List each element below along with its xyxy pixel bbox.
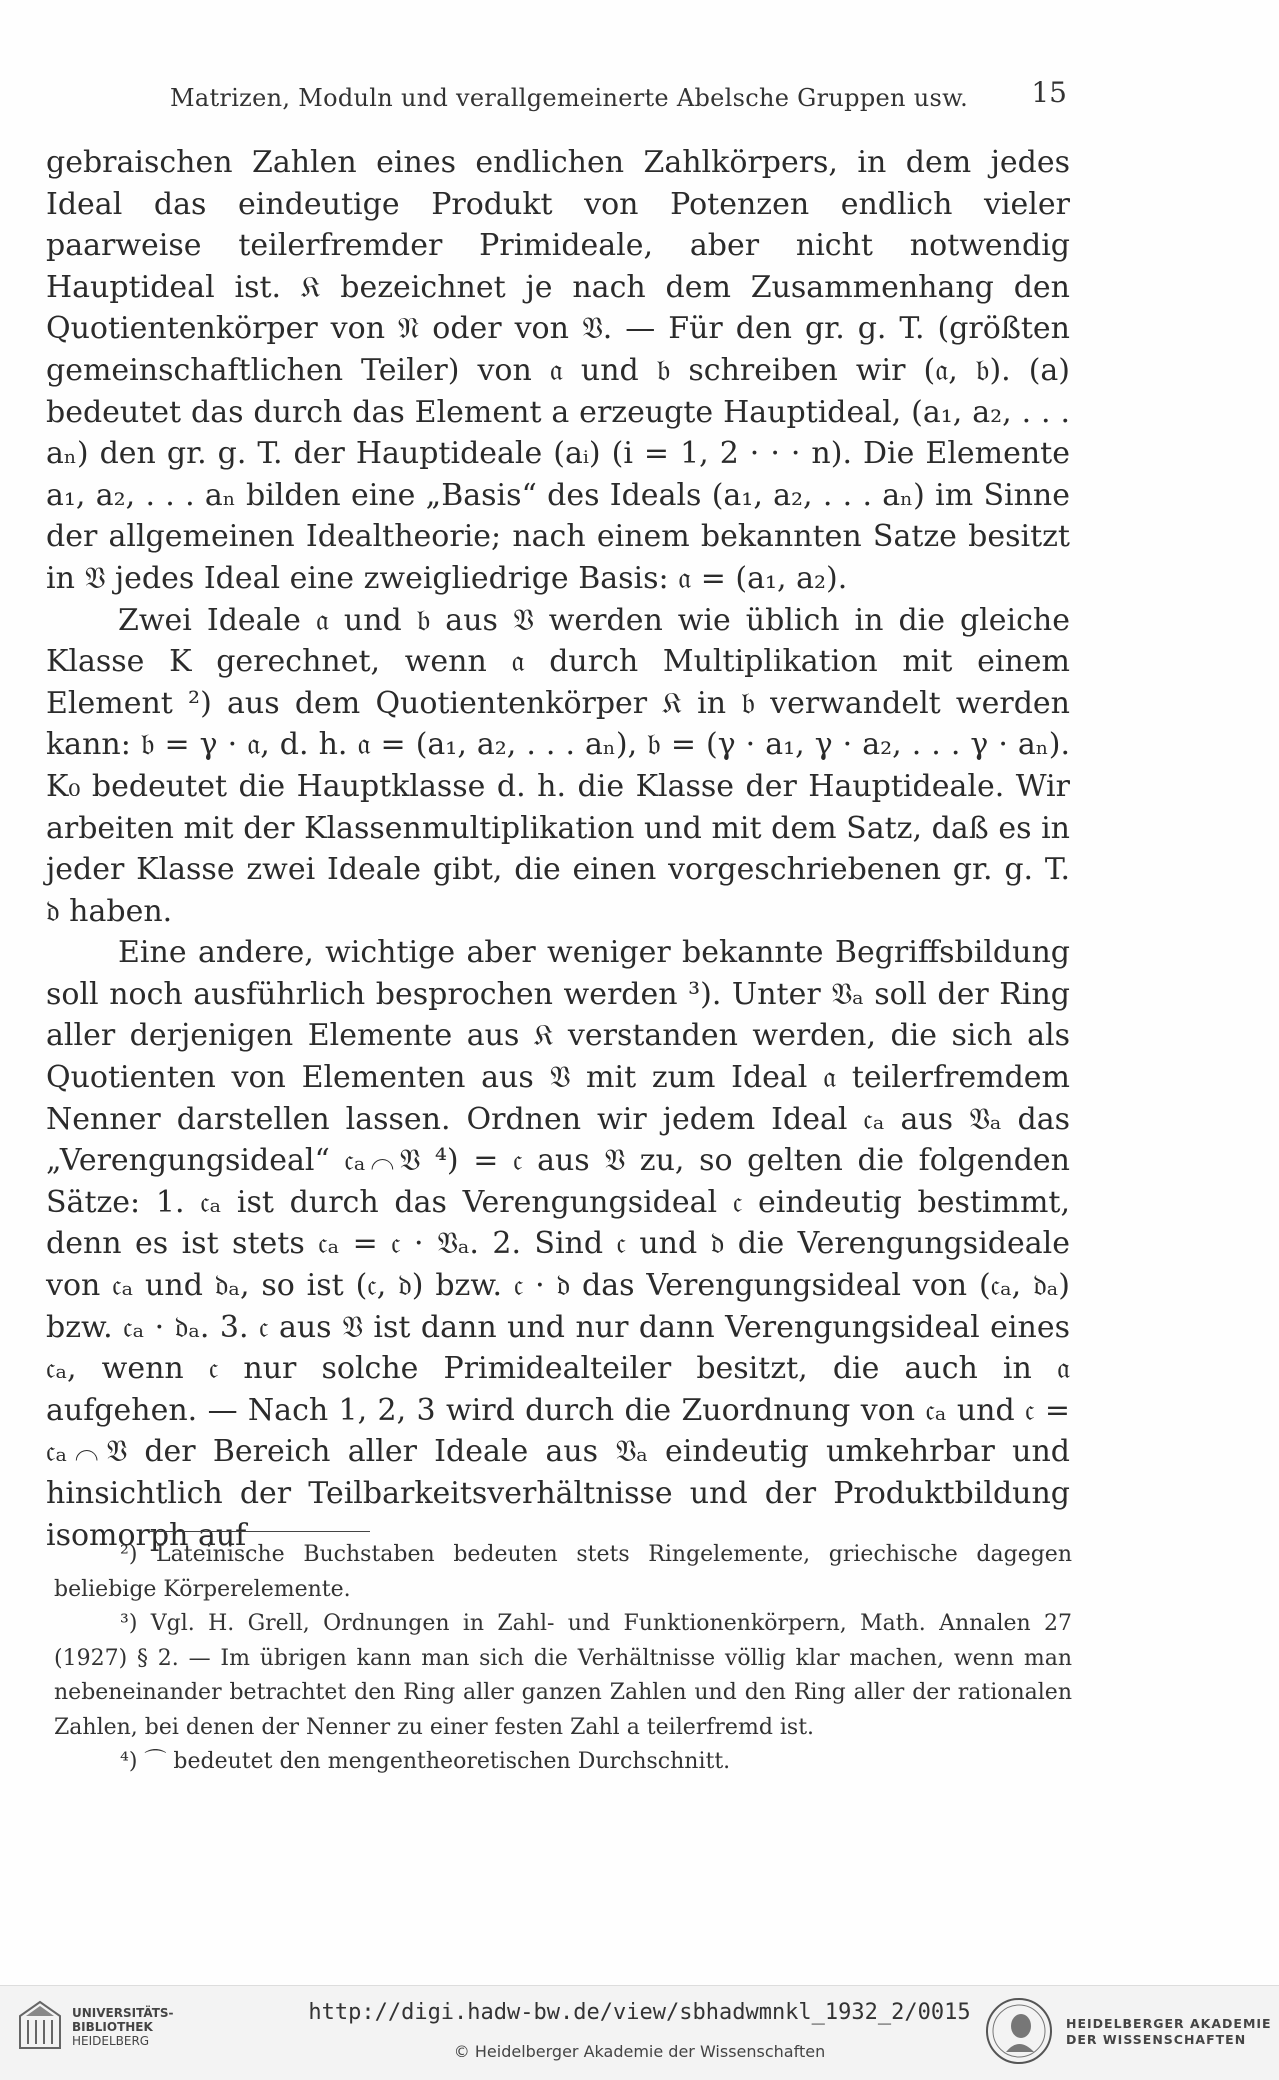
academy-seal-logo — [984, 1996, 1054, 2066]
university-library-name: UNIVERSITÄTS- BIBLIOTHEK HEIDELBERG — [72, 2006, 174, 2048]
paragraph: gebraischen Zahlen eines endlichen Zahlkörpers, in dem jedes Ideal das eindeutige Produkt von Potenzen endlich vieler paarweise teilerfremder Primideale, aber nicht notwendig Hauptideal ist. 𝔎 bezeichnet je nach dem Zusammenhang den Quotientenkörper von 𝔑 oder von 𝔙. — Für den gr. g. T. (größten gemeinschaftlichen Teiler) von 𝔞 und 𝔟 schreiben wir (𝔞, 𝔟). (a) bedeutet das durch das Element a erzeugte Hauptideal, (a₁, a₂, . . . aₙ) den gr. g. T. der Hauptideale (aᵢ) (i = 1, 2 · · · n). Die Elemente a₁, a₂, . . . aₙ bilden eine „Basis“ des Ideals (a₁, a₂, . . . aₙ) im Sinne der allgemeinen Idealtheorie; nach einem bekannten Satze besitzt in 𝔙 jedes Ideal eine zweigliedrige Basis: 𝔞 = (a₁, a₂). — [46, 145, 1070, 596]
footnote: ³) Vgl. H. Grell, Ordnungen in Zahl- und Funktionenkörpern, Math. Annalen 27 (1927) § 2. — Im übrigen kann man sich die Verhältnisse völlig klar machen, wenn man nebeneinander betrachtet den Ring aller ganzen Zahlen und den Ring aller der rationalen Zahlen, bei denen der Nenner zu einer festen Zahl a teilerfremd ist. — [54, 1611, 1072, 1740]
viewer-footer — [0, 1985, 1279, 2080]
permalink-url[interactable]: http://digi.hadw-bw.de/view/sbhadwmnkl_1932_2/0015 — [308, 2000, 971, 2025]
footnote-divider — [150, 1531, 370, 1532]
copyright-notice: © Heidelberger Akademie der Wissenschaften — [453, 2042, 826, 2061]
main-text — [46, 142, 1070, 1556]
paragraph: Eine andere, wichtige aber weniger bekannte Begriffsbildung soll noch ausführlich besprochen werden ³). Unter 𝔙ₐ soll der Ring aller derjenigen Elemente aus 𝔎 verstanden werden, die sich als Quotienten von Elementen aus 𝔙 mit zum Ideal 𝔞 teilerfremdem Nenner darstellen lassen. Ordnen wir jedem Ideal 𝔠ₐ aus 𝔙ₐ das „Verengungsideal“ 𝔠ₐ⌒𝔙 ⁴) = 𝔠 aus 𝔙 zu, so gelten die folgenden Sätze: 1. 𝔠ₐ ist durch das Verengungsideal 𝔠 eindeutig bestimmt, denn es ist stets 𝔠ₐ = 𝔠 · 𝔙ₐ. 2. Sind 𝔠 und 𝔡 die Verengungsideale von 𝔠ₐ und 𝔡ₐ, so ist (𝔠, 𝔡) bzw. 𝔠 · 𝔡 das Verengungsideal von (𝔠ₐ, 𝔡ₐ) bzw. 𝔠ₐ · 𝔡ₐ. 3. 𝔠 aus 𝔙 ist dann und nur dann Verengungsideal eines 𝔠ₐ, wenn 𝔠 nur solche Primidealteiler besitzt, die auch in 𝔞 aufgehen. — Nach 1, 2, 3 wird durch die Zuordnung von 𝔠ₐ und 𝔠 = 𝔠ₐ⌒𝔙 der Bereich aller Ideale aus 𝔙ₐ eindeutig umkehrbar und hinsichtlich der Teilbarkeitsverhältnisse und der Produktbildung isomorph auf — [46, 935, 1070, 1553]
academy-name: HEIDELBERGER AKADEMIE DER WISSENSCHAFTEN — [1066, 2016, 1272, 2047]
running-title: Matrizen, Moduln und verallgemeinerte Abelsche Gruppen usw. — [170, 84, 968, 112]
footnotes — [54, 1538, 1072, 1780]
footnote: ²) Lateinische Buchstaben bedeuten stets Ringelemente, griechische dagegen beliebige Körperelemente. — [54, 1542, 1072, 1602]
page-number: 15 — [1031, 76, 1067, 109]
paragraph: Zwei Ideale 𝔞 und 𝔟 aus 𝔙 werden wie üblich in die gleiche Klasse K gerechnet, wenn 𝔞 durch Multiplikation mit einem Element ²) aus dem Quotientenkörper 𝔎 in 𝔟 verwandelt werden kann: 𝔟 = γ · 𝔞, d. h. 𝔞 = (a₁, a₂, . . . aₙ), 𝔟 = (γ · a₁, γ · a₂, . . . γ · aₙ). K₀ bedeutet die Hauptklasse d. h. die Klasse der Hauptideale. Wir arbeiten mit der Klassenmultiplikation und mit dem Satz, daß es in jeder Klasse zwei Ideale gibt, die einen vorgeschriebenen gr. g. T. 𝔡 haben. — [46, 602, 1070, 929]
footnote: ⁴) ⌒ bedeutet den mengentheoretischen Durchschnitt. — [120, 1749, 731, 1774]
